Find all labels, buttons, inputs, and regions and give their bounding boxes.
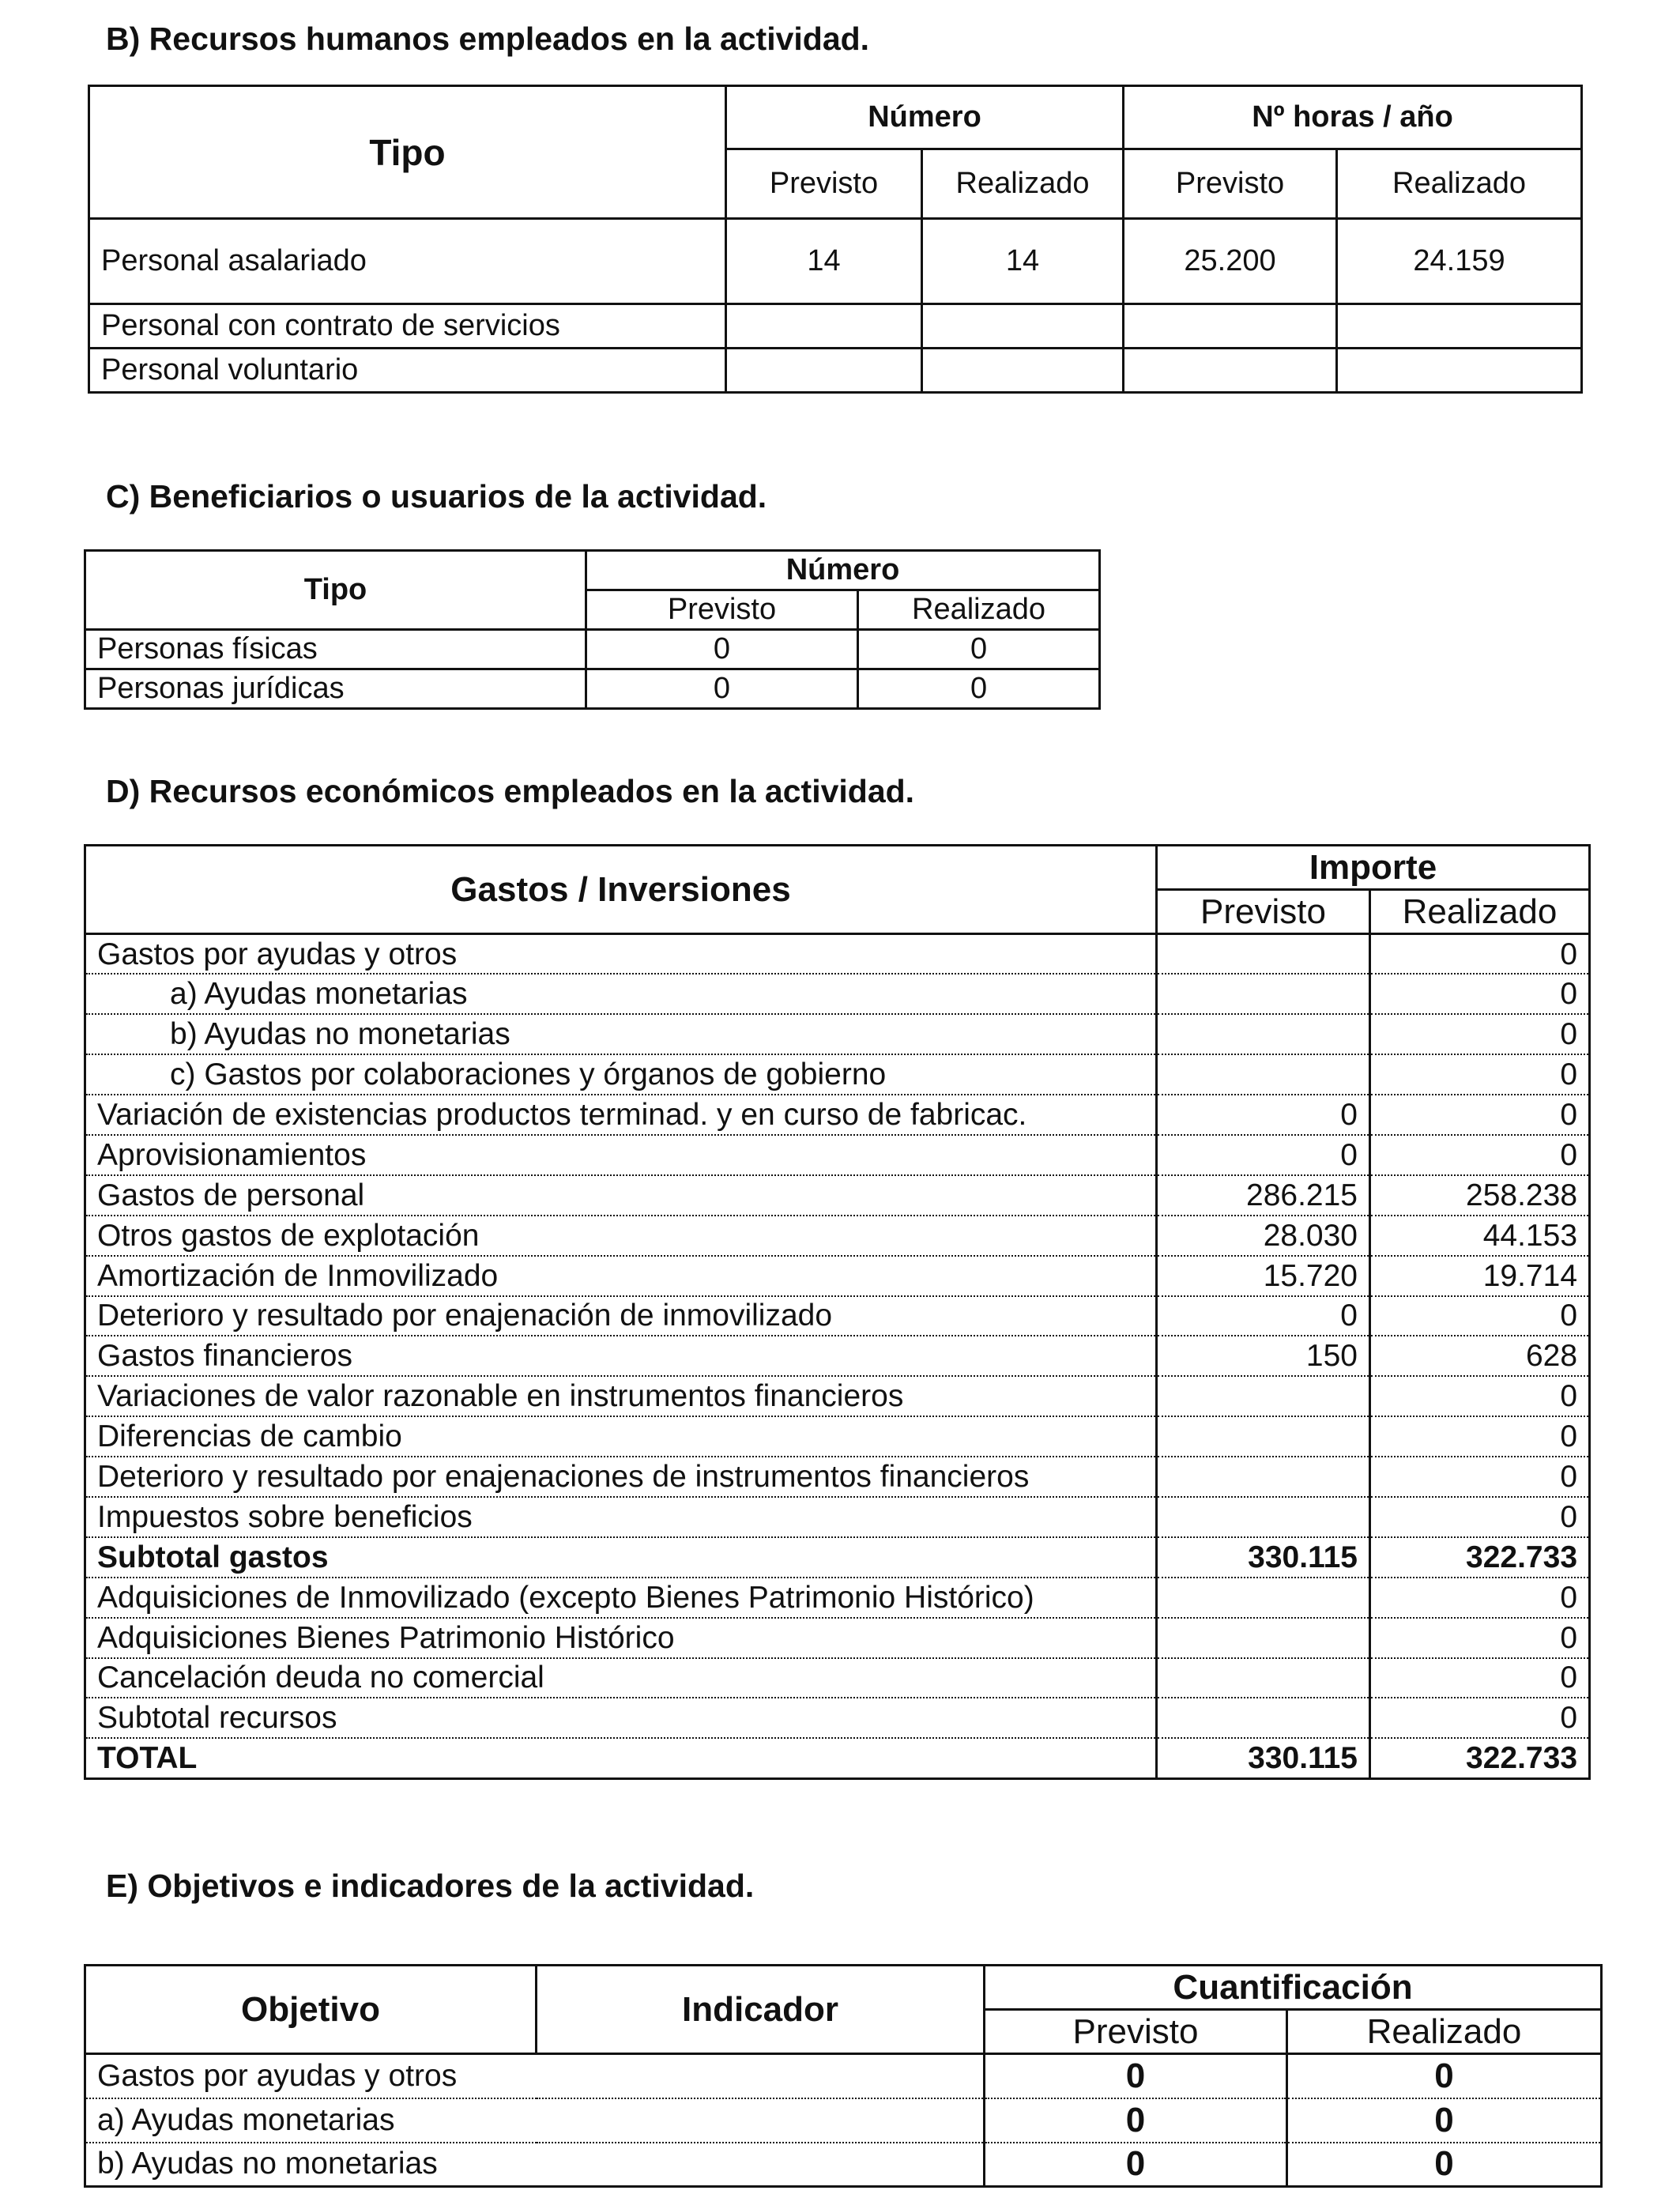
cell-previsto: 330.115: [1157, 1537, 1370, 1578]
row-label: TOTAL: [85, 1738, 1157, 1778]
row-label: Personal asalariado: [89, 219, 726, 304]
cell-realizado: 0: [1370, 1698, 1590, 1738]
row-label: Variaciones de valor razonable en instrumentos financieros: [85, 1376, 1157, 1416]
cell-previsto: 0: [985, 2143, 1287, 2187]
cell-realizado: 0: [1370, 1095, 1590, 1135]
table-row: [85, 1014, 1590, 1054]
cell-realizado: 0: [1370, 1014, 1590, 1054]
cell-realizado: 19.714: [1370, 1256, 1590, 1296]
cell-num-realizado: [922, 349, 1124, 393]
header-importe: Importe: [1157, 846, 1590, 890]
table-row: [85, 934, 1590, 974]
section-c-title: C) Beneficiarios o usuarios de la actividad.: [106, 478, 767, 515]
row-label: a) Ayudas monetarias: [85, 2098, 985, 2143]
row-label: Cancelación deuda no comercial: [85, 1658, 1157, 1698]
economic-resources-table: [84, 844, 1591, 1780]
cell-previsto: 0: [586, 630, 858, 669]
row-label: b) Ayudas no monetarias: [85, 1014, 1157, 1054]
cell-realizado: 0: [1370, 1457, 1590, 1497]
row-label: Adquisiciones de Inmovilizado (excepto Bienes Patrimonio Histórico): [85, 1578, 1157, 1618]
cell-realizado: 0: [1370, 1135, 1590, 1175]
header-previsto: Previsto: [586, 590, 858, 630]
header-numero: Número: [726, 86, 1124, 149]
section-e-title: E) Objetivos e indicadores de la actividad.: [106, 1868, 755, 1904]
cell-realizado: 0: [858, 669, 1100, 709]
table-row: [85, 1497, 1590, 1537]
cell-realizado: 0: [1287, 2054, 1602, 2098]
row-label: Otros gastos de explotación: [85, 1216, 1157, 1256]
cell-previsto: [1157, 1014, 1370, 1054]
row-label: b) Ayudas no monetarias: [85, 2143, 985, 2187]
table-row: [85, 1698, 1590, 1738]
cell-horas-realizado: [1337, 304, 1582, 349]
cell-realizado: 322.733: [1370, 1738, 1590, 1778]
cell-realizado: 0: [1370, 1658, 1590, 1698]
row-label: Diferencias de cambio: [85, 1416, 1157, 1457]
cell-previsto: 0: [1157, 1095, 1370, 1135]
header-tipo: Tipo: [85, 551, 586, 630]
header-numero: Número: [586, 551, 1100, 590]
cell-num-previsto: 14: [726, 219, 922, 304]
cell-realizado: 0: [858, 630, 1100, 669]
row-label: Subtotal gastos: [85, 1537, 1157, 1578]
cell-previsto: [1157, 1376, 1370, 1416]
row-label: Amortización de Inmovilizado: [85, 1256, 1157, 1296]
table-row: [85, 630, 1100, 669]
table-row: [85, 974, 1590, 1014]
row-label: Gastos por ayudas y otros: [85, 2054, 985, 2098]
cell-horas-previsto: 25.200: [1124, 219, 1337, 304]
table-row: [85, 2054, 1602, 2098]
cell-previsto: 286.215: [1157, 1175, 1370, 1216]
header-gastos: Gastos / Inversiones: [85, 846, 1157, 934]
cell-horas-previsto: [1124, 304, 1337, 349]
header-horas-realizado: Realizado: [1337, 149, 1582, 219]
header-num-previsto: Previsto: [726, 149, 922, 219]
cell-previsto: [1157, 1658, 1370, 1698]
cell-realizado: 258.238: [1370, 1175, 1590, 1216]
objectives-table: [84, 1964, 1603, 2188]
row-label: Adquisiciones Bienes Patrimonio Histórico: [85, 1618, 1157, 1658]
row-label: Aprovisionamientos: [85, 1135, 1157, 1175]
row-label: Impuestos sobre beneficios: [85, 1497, 1157, 1537]
cell-previsto: [1157, 974, 1370, 1014]
cell-previsto: [1157, 1416, 1370, 1457]
cell-horas-realizado: [1337, 349, 1582, 393]
row-label: Subtotal recursos: [85, 1698, 1157, 1738]
cell-realizado: 0: [1370, 1054, 1590, 1095]
cell-previsto: 0: [985, 2054, 1287, 2098]
table-row: [85, 1216, 1590, 1256]
cell-previsto: 0: [1157, 1296, 1370, 1336]
cell-horas-previsto: [1124, 349, 1337, 393]
cell-previsto: [1157, 1578, 1370, 1618]
cell-previsto: [1157, 934, 1370, 974]
table-row: [85, 1175, 1590, 1216]
table-row: [85, 1416, 1590, 1457]
cell-realizado: 322.733: [1370, 1537, 1590, 1578]
row-label: Personas físicas: [85, 630, 586, 669]
header-realizado: Realizado: [1287, 2010, 1602, 2054]
header-tipo: Tipo: [89, 86, 726, 219]
cell-realizado: 0: [1370, 1416, 1590, 1457]
cell-previsto: 0: [586, 669, 858, 709]
row-label: Gastos por ayudas y otros: [85, 934, 1157, 974]
cell-previsto: [1157, 1698, 1370, 1738]
header-num-realizado: Realizado: [922, 149, 1124, 219]
table-row: [85, 1256, 1590, 1296]
header-indicador: Indicador: [537, 1966, 985, 2054]
cell-realizado: 0: [1370, 934, 1590, 974]
table-row: [85, 1618, 1590, 1658]
table-row: [85, 1457, 1590, 1497]
cell-realizado: 44.153: [1370, 1216, 1590, 1256]
cell-num-realizado: [922, 304, 1124, 349]
cell-previsto: [1157, 1497, 1370, 1537]
cell-previsto: [1157, 1054, 1370, 1095]
row-label: Personal voluntario: [89, 349, 726, 393]
table-row: [85, 1135, 1590, 1175]
cell-realizado: 0: [1287, 2098, 1602, 2143]
header-horas-previsto: Previsto: [1124, 149, 1337, 219]
cell-previsto: 330.115: [1157, 1738, 1370, 1778]
cell-previsto: 0: [985, 2098, 1287, 2143]
cell-realizado: 0: [1287, 2143, 1602, 2187]
cell-horas-realizado: 24.159: [1337, 219, 1582, 304]
row-label: Variación de existencias productos terminad. y en curso de fabricac.: [85, 1095, 1157, 1135]
section-d-title: D) Recursos económicos empleados en la actividad.: [106, 773, 915, 809]
table-row: [89, 219, 1582, 304]
row-label: a) Ayudas monetarias: [85, 974, 1157, 1014]
cell-previsto: 0: [1157, 1135, 1370, 1175]
header-realizado: Realizado: [1370, 890, 1590, 934]
cell-realizado: 0: [1370, 1376, 1590, 1416]
total-row: [85, 1738, 1590, 1778]
header-horas: Nº horas / año: [1124, 86, 1582, 149]
cell-realizado: 0: [1370, 1296, 1590, 1336]
row-label: Personal con contrato de servicios: [89, 304, 726, 349]
section-b-title: B) Recursos humanos empleados en la actividad.: [106, 21, 870, 57]
table-row: [85, 1658, 1590, 1698]
cell-previsto: 150: [1157, 1336, 1370, 1376]
cell-num-previsto: [726, 304, 922, 349]
cell-realizado: 0: [1370, 1497, 1590, 1537]
header-realizado: Realizado: [858, 590, 1100, 630]
table-row: [85, 1376, 1590, 1416]
cell-previsto: [1157, 1618, 1370, 1658]
table-row: [85, 1296, 1590, 1336]
header-previsto: Previsto: [1157, 890, 1370, 934]
subtotal-gastos-row: [85, 1537, 1590, 1578]
cell-num-previsto: [726, 349, 922, 393]
row-label: Deterioro y resultado por enajenaciones de instrumentos financieros: [85, 1457, 1157, 1497]
header-previsto: Previsto: [985, 2010, 1287, 2054]
table-row: [89, 349, 1582, 393]
cell-realizado: 628: [1370, 1336, 1590, 1376]
cell-realizado: 0: [1370, 1618, 1590, 1658]
table-row: [85, 1095, 1590, 1135]
beneficiaries-table: [84, 549, 1101, 710]
cell-previsto: [1157, 1457, 1370, 1497]
header-cuantificacion: Cuantificación: [985, 1966, 1602, 2010]
human-resources-table: [88, 85, 1583, 394]
table-row: [85, 669, 1100, 709]
header-objetivo: Objetivo: [85, 1966, 537, 2054]
table-row: [85, 1578, 1590, 1618]
row-label: Personas jurídicas: [85, 669, 586, 709]
table-row: [85, 2143, 1602, 2187]
row-label: Deterioro y resultado por enajenación de inmovilizado: [85, 1296, 1157, 1336]
cell-previsto: 15.720: [1157, 1256, 1370, 1296]
table-row: [85, 1336, 1590, 1376]
cell-realizado: 0: [1370, 974, 1590, 1014]
row-label: Gastos financieros: [85, 1336, 1157, 1376]
cell-num-realizado: 14: [922, 219, 1124, 304]
cell-previsto: 28.030: [1157, 1216, 1370, 1256]
cell-realizado: 0: [1370, 1578, 1590, 1618]
row-label: c) Gastos por colaboraciones y órganos de gobierno: [85, 1054, 1157, 1095]
row-label: Gastos de personal: [85, 1175, 1157, 1216]
table-row: [85, 1054, 1590, 1095]
table-row: [89, 304, 1582, 349]
table-row: [85, 2098, 1602, 2143]
